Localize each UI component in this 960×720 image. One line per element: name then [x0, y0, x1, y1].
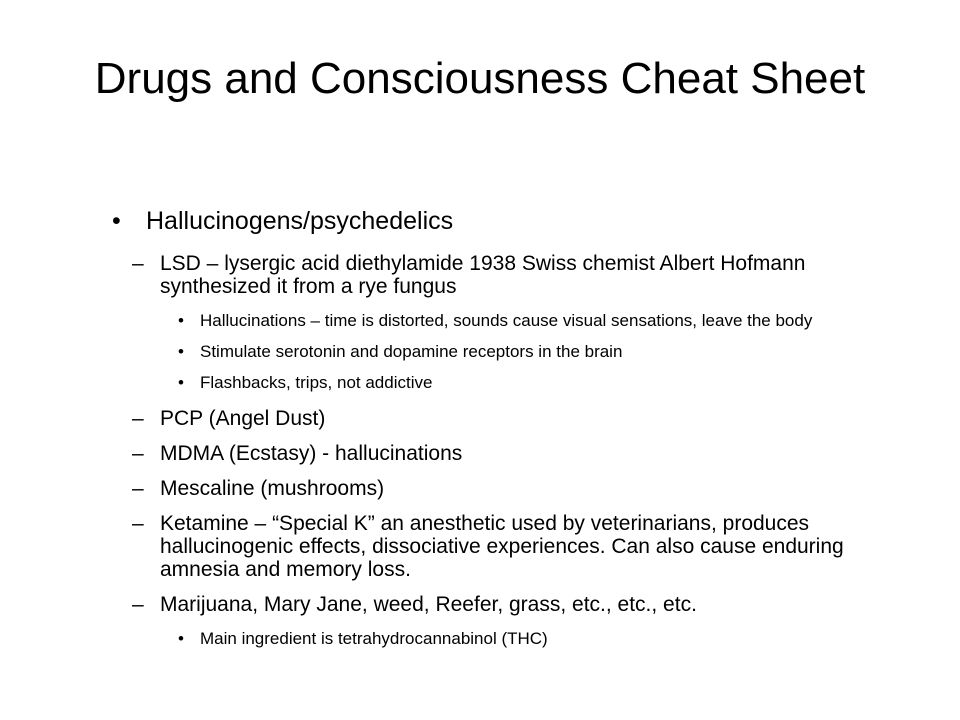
subitem-ketamine — [112, 512, 902, 581]
bullet-marker: • — [178, 373, 184, 392]
detail-thc — [112, 628, 902, 649]
slide-body — [112, 206, 902, 659]
subitem-text: Ketamine – “Special K” an anesthetic used by veterinarians, produces hallucinogenic effects, dissociative experiences. Can also cause enduring amnesia and memory loss. — [160, 512, 844, 581]
dash-marker: – — [132, 477, 144, 500]
detail-hallucinations — [112, 310, 902, 331]
detail-text: Hallucinations – time is distorted, sounds cause visual sensations, leave the body — [200, 311, 813, 330]
subitem-text: Marijuana, Mary Jane, weed, Reefer, grass, etc., etc., etc. — [160, 593, 697, 616]
dash-marker: – — [132, 407, 144, 430]
bullet-marker: • — [112, 207, 121, 235]
subitem-text: LSD – lysergic acid diethylamide 1938 Swiss chemist Albert Hofmann synthesized it from a rye fungus — [160, 252, 806, 298]
subitem-marijuana — [112, 593, 902, 616]
dash-marker: – — [132, 512, 144, 535]
detail-flashbacks — [112, 372, 902, 393]
subitem-lsd — [112, 252, 902, 298]
detail-serotonin — [112, 341, 902, 362]
subitem-text: PCP (Angel Dust) — [160, 407, 326, 430]
detail-text: Stimulate serotonin and dopamine receptors in the brain — [200, 342, 623, 361]
bullet-marker: • — [178, 342, 184, 361]
bullet-marker: • — [178, 311, 184, 330]
bullet-text: Hallucinogens/psychedelics — [146, 207, 454, 235]
detail-text: Flashbacks, trips, not addictive — [200, 373, 433, 392]
bullet-marker: • — [178, 629, 184, 648]
subitem-text: Mescaline (mushrooms) — [160, 477, 385, 500]
detail-text: Main ingredient is tetrahydrocannabinol (THC) — [200, 629, 548, 648]
subitem-mdma — [112, 442, 902, 465]
dash-marker: – — [132, 252, 144, 275]
subitem-pcp — [112, 407, 902, 430]
subitem-text: MDMA (Ecstasy) - hallucinations — [160, 442, 463, 465]
bullet-hallucinogens — [112, 206, 902, 236]
subitem-mescaline — [112, 477, 902, 500]
slide-title: Drugs and Consciousness Cheat Sheet — [94, 54, 866, 103]
dash-marker: – — [132, 593, 144, 616]
dash-marker: – — [132, 442, 144, 465]
